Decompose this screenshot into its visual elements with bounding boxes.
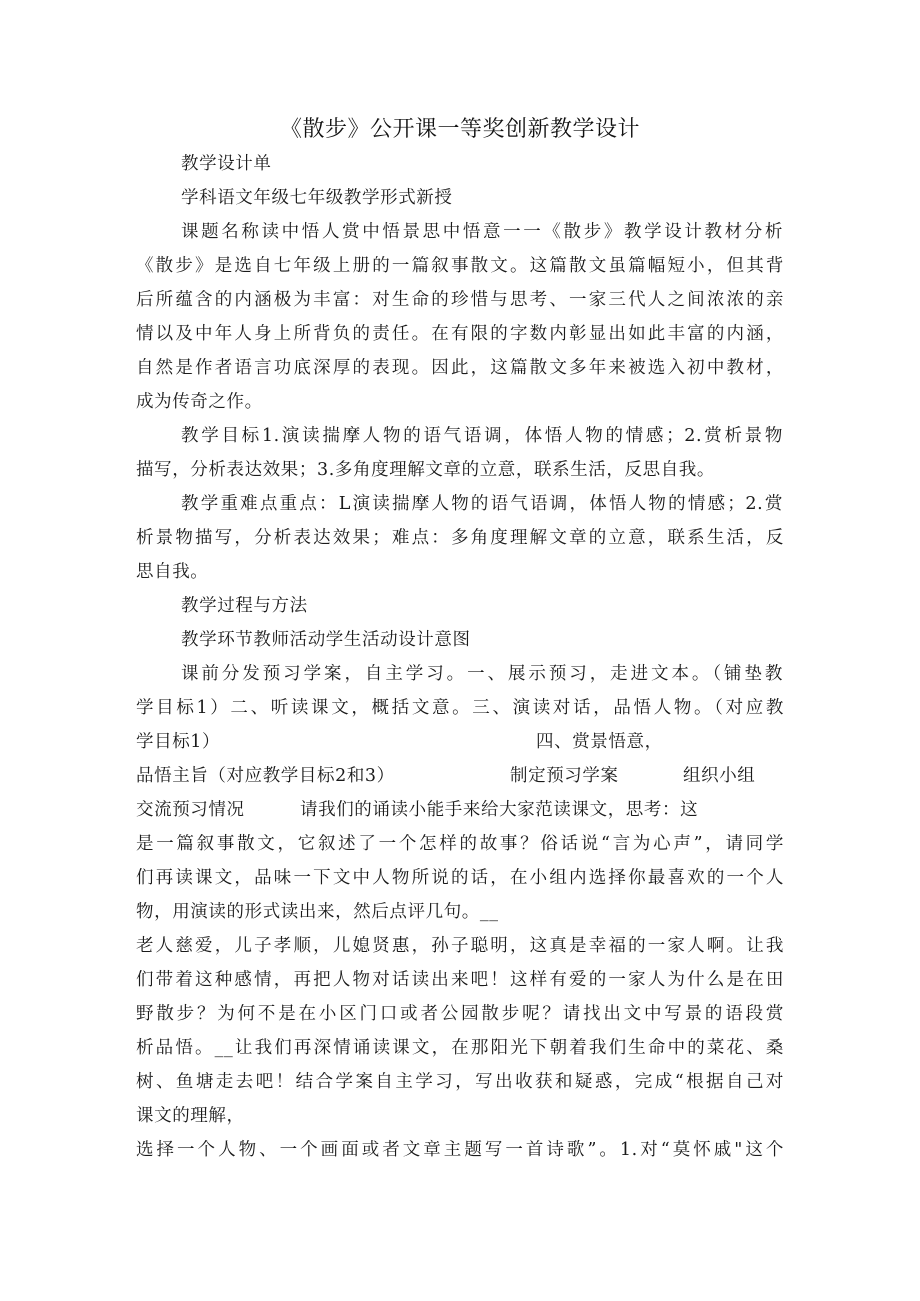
text-line: 情以及中年人身上所背负的责任。在有限的字数内彰显出如此丰富的内涵， bbox=[136, 324, 784, 344]
text-line: 教学过程与方法 bbox=[181, 596, 308, 616]
text-line: 《散步》是选自七年级上册的一篇叙事散文。这篇散文虽篇幅短小，但其背 bbox=[136, 256, 784, 276]
text-line: 思自我。 bbox=[136, 562, 209, 582]
text-line: 选择一个人物、一个画面或者文章主题写一首诗歌”。1.对“莫怀戚"这个 bbox=[136, 1140, 784, 1160]
text-line: 品悟主旨（对应教学目标2和3） bbox=[136, 766, 395, 786]
text-line: 树、鱼塘走去吧！结合学案自主学习，写出收获和疑惑，完成“根据自己对 bbox=[136, 1072, 784, 1092]
text-line: 们再读课文，品味一下文中人物所说的话，在小组内选择你最喜欢的一个人 bbox=[136, 868, 784, 888]
text-line: 析景物描写，分析表达效果；难点：多角度理解文章的立意，联系生活，反 bbox=[136, 528, 784, 548]
text-line: 教学目标1.演读揣摩人物的语气语调，体悟人物的情感；2.赏析景物 bbox=[181, 426, 783, 446]
text-line: 野散步？为何不是在小区门口或者公园散步呢？请找出文中写景的语段赏 bbox=[136, 1004, 784, 1024]
page-title: 《散步》公开课一等奖创新教学设计 bbox=[279, 117, 640, 142]
text-line: 教学设计单 bbox=[181, 154, 272, 174]
text-line: 描写，分析表达效果；3.多角度理解文章的立意，联系生活，反思自我。 bbox=[136, 460, 715, 480]
text-line: 后所蕴含的内涵极为丰富：对生命的珍惜与思考、一家三代人之间浓浓的亲 bbox=[136, 290, 784, 310]
text-line: 课前分发预习学案，自主学习。一、展示预习，走进文本。（铺垫教 bbox=[181, 664, 783, 684]
text-line: 组织小组 bbox=[683, 766, 756, 786]
text-line: 课文的理解， bbox=[136, 1106, 245, 1126]
text-line: 学目标1） bbox=[136, 732, 221, 752]
text-line: 制定预习学案 bbox=[510, 766, 619, 786]
text-line: 教学环节教师活动学生活动设计意图 bbox=[181, 630, 471, 650]
text-line: 四、赏景悟意， bbox=[536, 732, 663, 752]
text-line: 学科语文年级七年级教学形式新授 bbox=[181, 188, 453, 208]
text-line: 物，用演读的形式读出来，然后点评几句。__ bbox=[136, 902, 499, 922]
text-line: 自然是作者语言功底深厚的表现。因此，这篇散文多年来被选入初中教材， bbox=[136, 358, 784, 378]
text-line: 成为传奇之作。 bbox=[136, 392, 263, 412]
text-line: 学目标1）二、听读课文，概括文意。三、演读对话，品悟人物。（对应教 bbox=[136, 698, 784, 718]
text-line: 交流预习情况 bbox=[136, 800, 245, 820]
text-line: 们带着这种感情，再把人物对话读出来吧！这样有爱的一家人为什么是在田 bbox=[136, 970, 784, 990]
text-line: 老人慈爱，儿子孝顺，儿媳贤惠，孙子聪明，这真是幸福的一家人啊。让我 bbox=[136, 936, 784, 956]
text-line: 是一篇叙事散文，它叙述了一个怎样的故事？俗话说“言为心声”，请同学 bbox=[136, 834, 784, 854]
text-line: 课题名称读中悟人赏中悟景思中悟意一一《散步》教学设计教材分析 bbox=[181, 222, 783, 242]
text-line: 教学重难点重点：L演读揣摩人物的语气语调，体悟人物的情感；2.赏 bbox=[181, 494, 783, 514]
text-line: 析品悟。__让我们再深情诵读课文，在那阳光下朝着我们生命中的菜花、桑 bbox=[136, 1038, 784, 1058]
text-line: 请我们的诵读小能手来给大家范读课文，思考：这 bbox=[300, 800, 699, 820]
